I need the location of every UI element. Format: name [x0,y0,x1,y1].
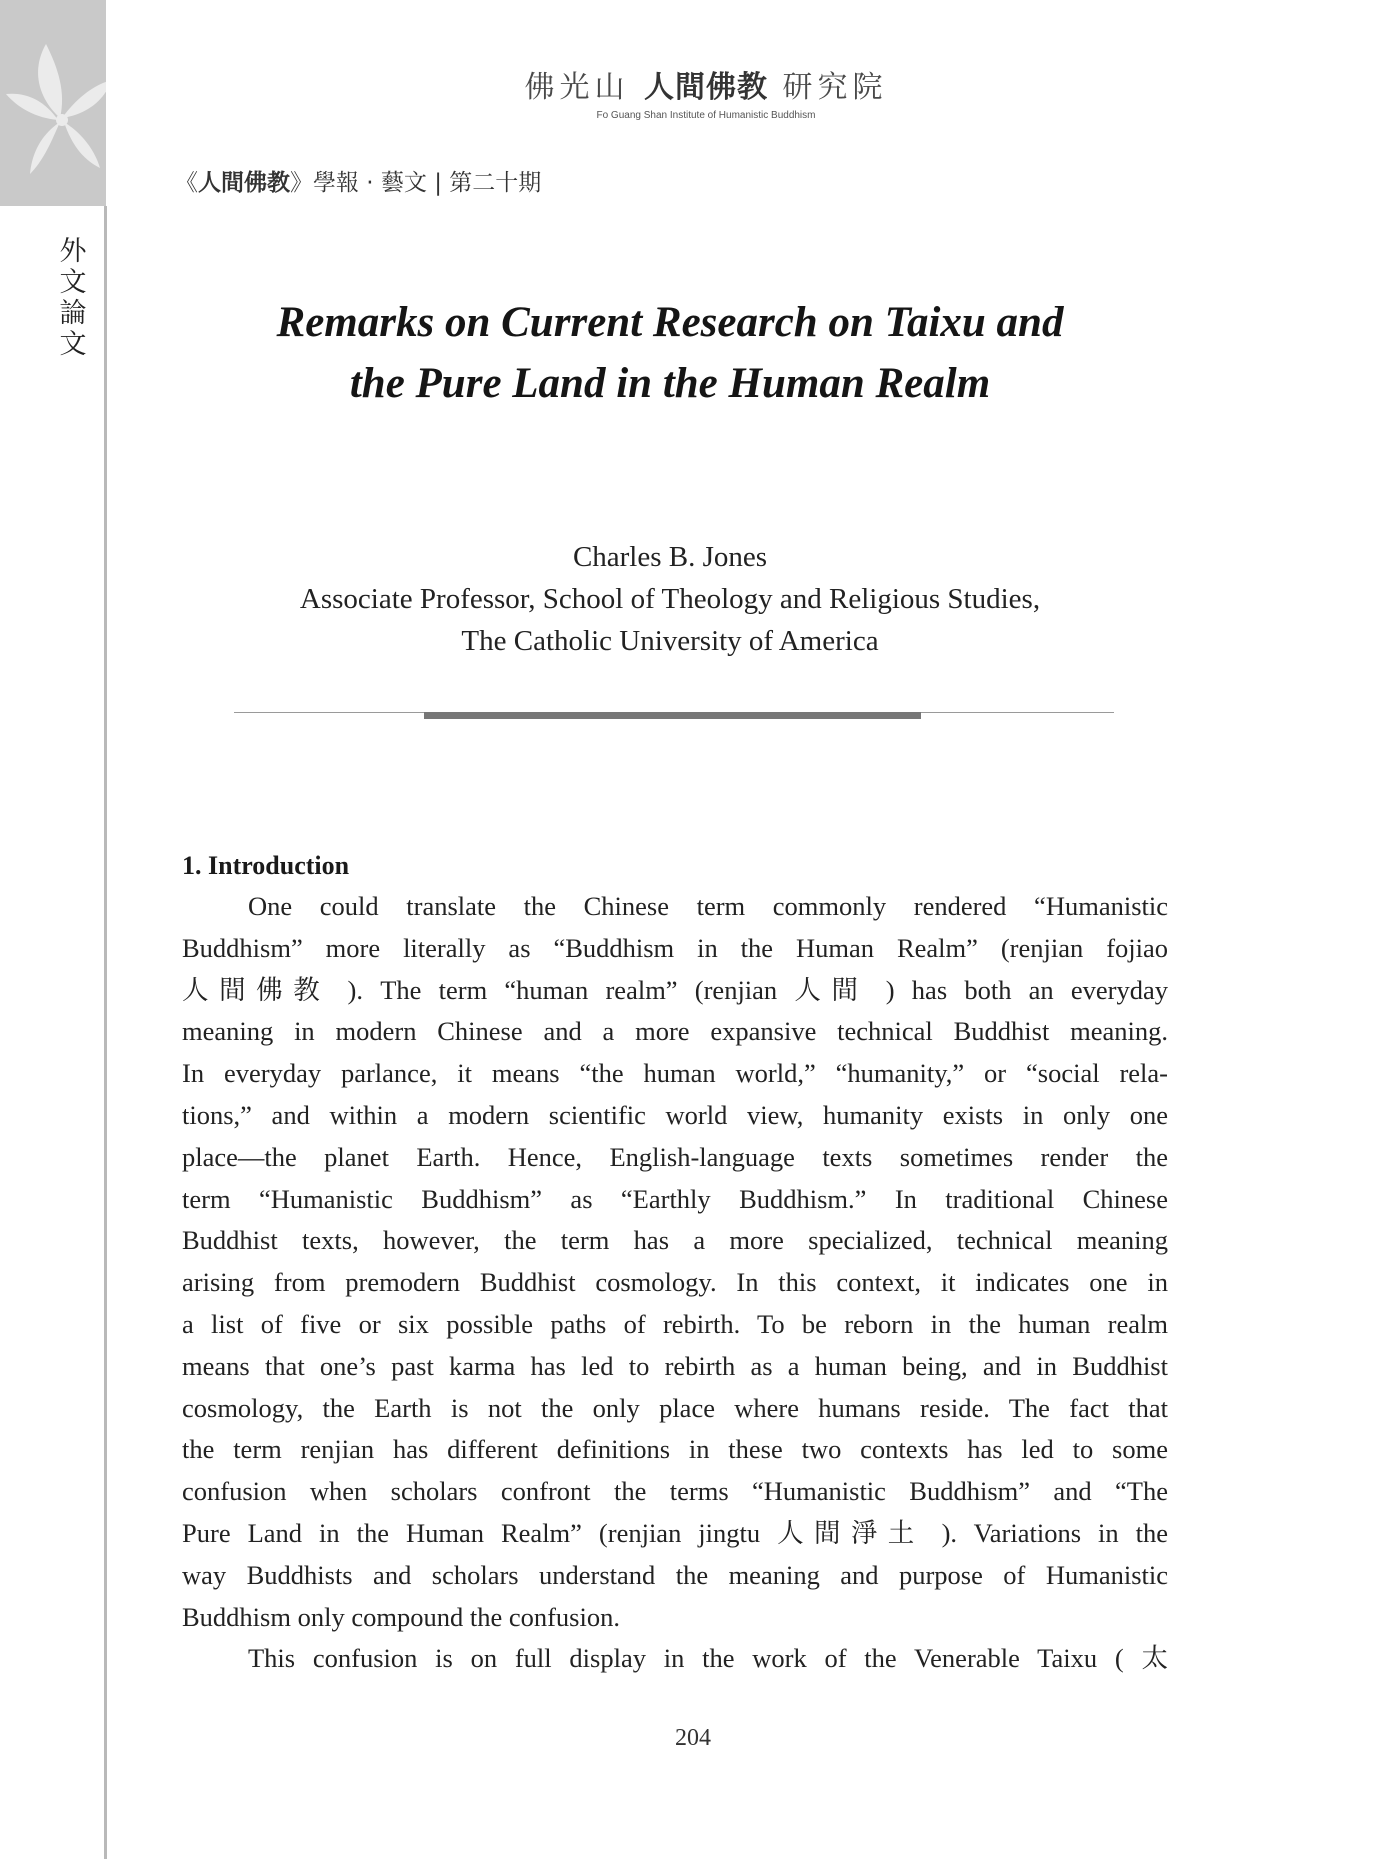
body-line: In everyday parlance, it means “the human world,” “humanity,” or “social rela- [182,1058,1168,1089]
body-line: way Buddhists and scholars understand the meaning and purpose of Humanistic [182,1559,1168,1590]
body-line: Buddhism” more literally as “Buddhism in the Human Realm” (renjian fojiao [182,932,1168,963]
journal-running-header [175,164,541,197]
body-line: arising from premodern Buddhist cosmology. In this context, it indicates one in [182,1267,1168,1298]
body-line: term “Humanistic Buddhism” as “Earthly Buddhism.” In traditional Chinese [182,1183,1168,1214]
body-line: Pure Land in the Human Realm” (renjian jingtu 人間淨土 ). Variations in the [182,1517,1168,1548]
side-section-label [55,236,91,360]
side-label-char: 文 [59,267,87,298]
institute-name-part: 研究院 [782,70,888,105]
title-line: Remarks on Current Research on Taixu and [276,299,1064,346]
margin-rule [104,206,107,1859]
institute-brand-calligraphy: 人間佛教 [644,70,768,105]
body-line: means that one’s past karma has led to rebirth as a human being, and in Buddhist [182,1350,1168,1381]
body-line: a list of five or six possible paths of rebirth. To be reborn in the human realm [182,1308,1168,1339]
body-line: Buddhism only compound the confusion. [182,1601,620,1632]
side-label-char: 外 [59,236,87,267]
body-line: 人間佛教 ). The term “human realm” (renjian 人間 ) has both an everyday [182,974,1168,1005]
author-name: Charles B. Jones [572,541,768,573]
side-label-char: 論 [59,298,87,329]
title-divider-thick [424,712,921,719]
section-heading: 1. Introduction [182,851,350,880]
lotus-watermark-icon [0,0,106,206]
body-line: One could translate the Chinese term commonly rendered “Humanistic [248,891,1168,921]
author-affiliation: Associate Professor, School of Theology and Religious Studies, [299,583,1041,615]
body-line: place—the planet Earth. Hence, English-language texts sometimes render the [182,1141,1168,1172]
institute-name-part: 佛光山 [524,70,630,105]
journal-brand-calligraphy: 人間佛教 [198,170,290,196]
body-line: cosmology, the Earth is not the only place where humans reside. The fact that [182,1392,1168,1423]
institute-name-english: Fo Guang Shan Institute of Humanistic Buddhism [596,110,816,121]
body-line: confusion when scholars confront the terms “Humanistic Buddhism” and “The [182,1476,1168,1507]
body-paragraphs [182,886,1168,1680]
body-line: This confusion is on full display in the work of the Venerable Taixu ( 太 [248,1643,1168,1674]
journal-bracket: 《 [175,170,198,196]
article-title [160,292,1180,414]
corner-decoration [0,0,106,206]
body-line: the term renjian has different definitions in these two contexts has led to some [182,1434,1168,1465]
title-line: the Pure Land in the Human Realm [349,360,991,407]
body-line: Buddhist texts, however, the term has a more specialized, technical meaning [182,1225,1168,1256]
page-number: 204 [675,1725,711,1751]
body-line: meaning in modern Chinese and a more expansive technical Buddhist meaning. [182,1016,1168,1047]
journal-issue-info: 》學報 · 藝文 | 第二十期 [290,170,542,196]
side-label-char: 文 [59,329,87,360]
author-block [160,536,1180,662]
body-line: tions,” and within a modern scientific world view, humanity exists in only one [182,1099,1168,1130]
author-affiliation: The Catholic University of America [461,625,879,657]
institute-name-chinese [496,62,916,106]
